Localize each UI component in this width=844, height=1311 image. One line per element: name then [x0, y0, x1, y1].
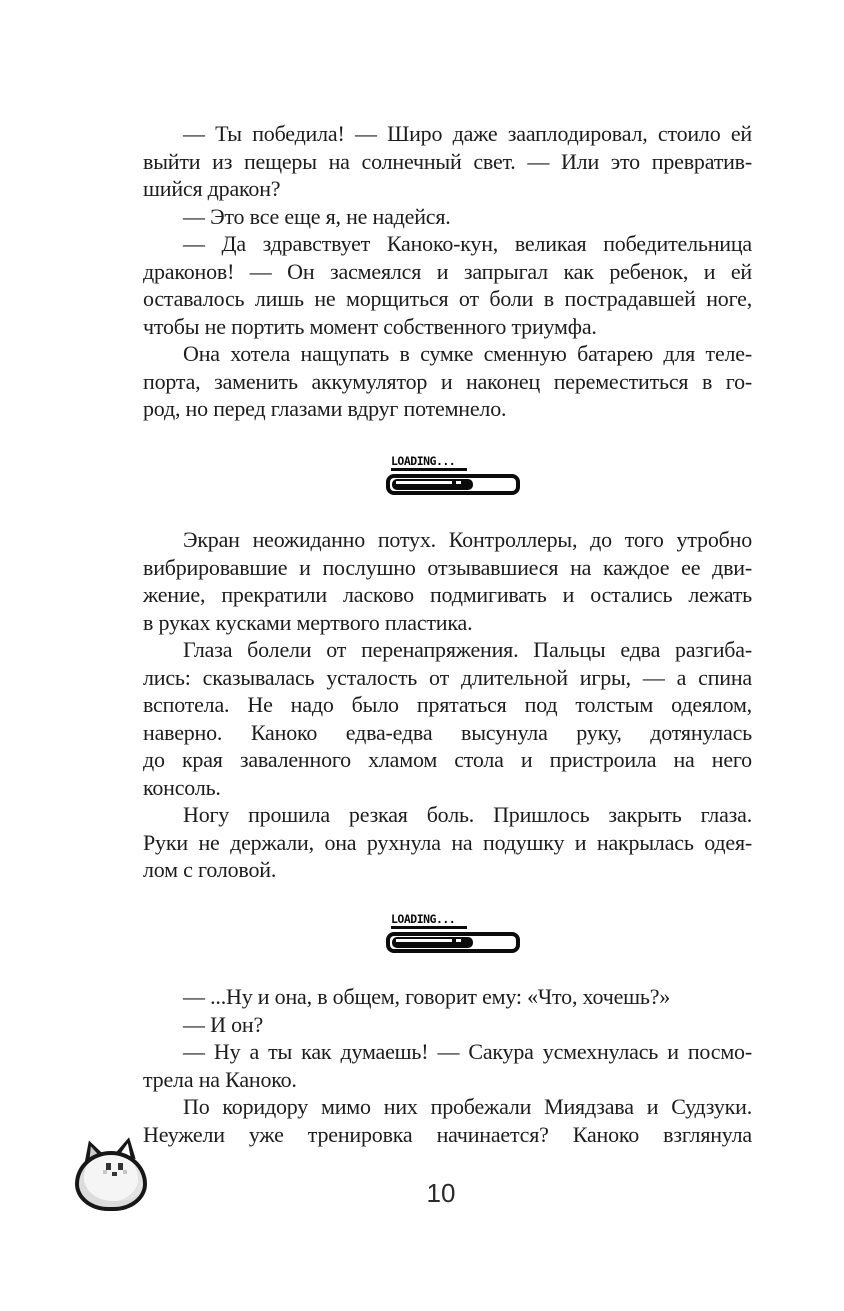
text-line: Экран неожиданно потух. Контроллеры, до того утробно	[183, 527, 752, 552]
text-line: — Ну а ты как думаешь! — Сакура усмехнулась и посмо-	[183, 1039, 752, 1064]
text-line: — Да здравствует Каноко-кун, великая победительница	[183, 231, 752, 256]
text-line: оставалось лишь не морщиться от боли в пострадавшей ноге,	[143, 286, 752, 311]
text-line: драконов! — Он засмеялся и запрыгал как ребенок, и ей	[143, 258, 752, 284]
text-line: шийся дракон?	[143, 176, 281, 201]
loading-progress-fill	[392, 937, 473, 948]
loading-shine-dot	[456, 481, 461, 484]
text-line: вспотела. Не надо было прятаться под толстым одеялом,	[143, 692, 752, 717]
text-section-top	[143, 120, 752, 423]
text-line: — И он?	[183, 1011, 264, 1037]
text-line: Она хотела нащупать в сумке сменную батарею для теле-	[183, 341, 752, 366]
text-line: до края заваленного хламом стола и пристроила на него	[143, 747, 752, 772]
text-line: вибрировавшие и послушно отзывавшиеся на каждое ее дви-	[143, 554, 752, 580]
text-line: лись: сказывалась усталость от длительной игры, — а спина	[143, 664, 752, 690]
text-line: род, но перед глазами вдруг потемнело.	[143, 396, 507, 421]
cat-blush-right	[123, 1170, 127, 1174]
text-line: Ногу прошила резкая боль. Пришлось закрыть глаза.	[183, 802, 752, 827]
text-section-bottom	[143, 983, 752, 1148]
loading-shine-dot	[456, 939, 461, 942]
text-line: в руках кусками мертвого пластика.	[143, 609, 473, 635]
text-line: Руки не держали, она рухнула на подушку и накрылась одея-	[143, 829, 752, 855]
text-line: жение, прекратили ласково подмигивать и остались лежать	[143, 582, 752, 607]
text-line: выйти из пещеры на солнечный свет. — Или это превратив-	[143, 148, 752, 174]
text-line: порта, заменить аккумулятор и наконец переместиться в го-	[143, 368, 752, 394]
loading-shine	[396, 939, 452, 942]
text-line: — ...Ну и она, в общем, говорит ему: «Что, хочешь?»	[183, 984, 671, 1009]
loading-progress-bar	[386, 474, 520, 495]
loading-widget	[386, 914, 520, 953]
loading-widget	[386, 456, 520, 495]
page-number: 10	[426, 1178, 456, 1208]
loading-progress-bar	[386, 932, 520, 953]
text-line: консоль.	[143, 774, 221, 800]
loading-underline	[391, 926, 467, 929]
text-line: лом с головой.	[143, 857, 277, 882]
loading-progress-fill	[392, 479, 473, 490]
loading-label: LOADING...	[391, 454, 456, 468]
cat-body	[75, 1151, 147, 1211]
cat-blush-left	[103, 1170, 107, 1174]
text-line: наверно. Каноко едва-едва высунула руку, дотянулась	[143, 719, 752, 745]
text-line: Глаза болели от перенапряжения. Пальцы едва разгиба-	[183, 637, 752, 662]
cat-mouth	[112, 1172, 117, 1176]
text-section-middle	[143, 526, 752, 884]
pixel-cat-icon	[75, 1137, 147, 1211]
text-line: Неужели уже тренировка начинается? Каноко взглянула	[143, 1121, 752, 1147]
text-line: трела на Каноко.	[143, 1066, 297, 1092]
text-line: — Это все еще я, не надейся.	[183, 203, 451, 229]
loading-underline	[391, 468, 467, 471]
cat-eye-left	[106, 1163, 111, 1170]
loading-shine	[396, 481, 452, 484]
text-line: чтобы не портить момент собственного триумфа.	[143, 313, 597, 339]
text-line: По коридору мимо них пробежали Миядзава и Судзуки.	[183, 1094, 752, 1119]
cat-eye-right	[118, 1163, 123, 1170]
text-line: — Ты победила! — Широ даже зааплодировал, стоило ей	[183, 121, 752, 146]
loading-label: LOADING...	[391, 912, 456, 926]
